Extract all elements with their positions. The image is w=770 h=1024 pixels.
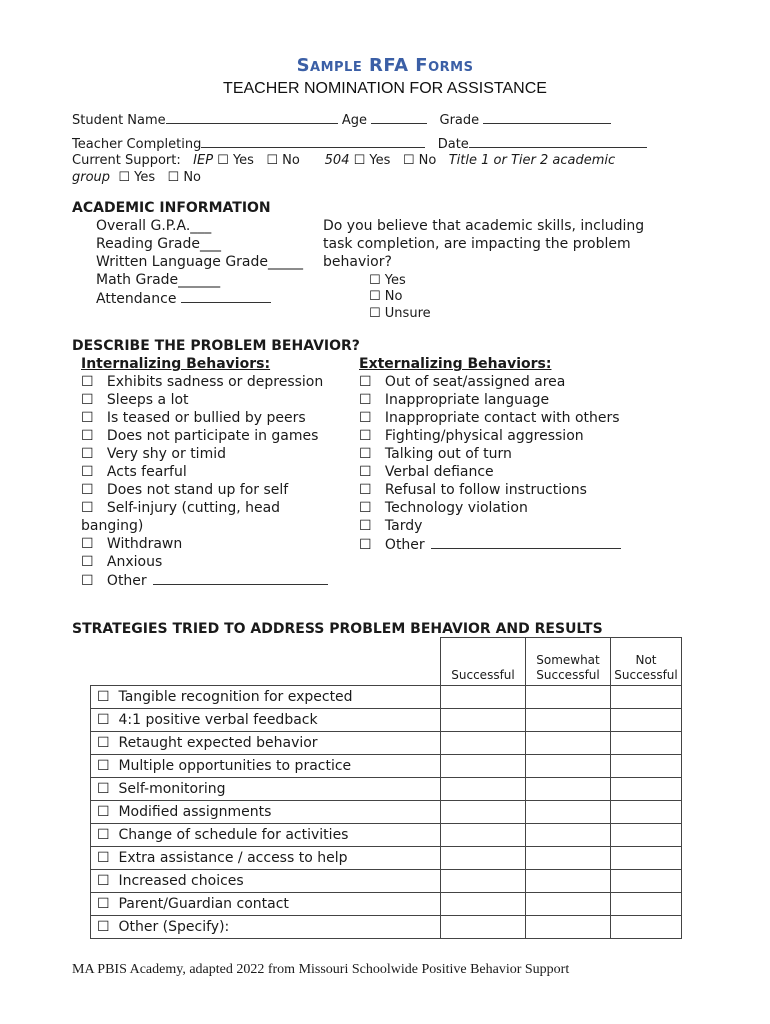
strategies-heading: STRATEGIES TRIED TO ADDRESS PROBLEM BEHAVIOR AND RESULTS (72, 621, 603, 637)
attendance-label: Attendance (96, 291, 177, 307)
somewhat-successful-cell[interactable] (526, 824, 611, 847)
col-successful: Successful (441, 638, 526, 686)
academic-question-line3: behavior? (323, 254, 392, 270)
checkbox[interactable]: ☐ (97, 873, 110, 889)
behavior-item[interactable] (81, 410, 306, 426)
iep-no-label: No (282, 153, 300, 168)
not-successful-cell[interactable] (611, 732, 682, 755)
not-successful-cell[interactable] (611, 686, 682, 709)
externalizing-heading: Externalizing Behaviors: (359, 356, 552, 372)
not-successful-cell[interactable] (611, 916, 682, 939)
behavior-item[interactable] (81, 554, 162, 570)
strategy-row (91, 824, 682, 847)
behavior-label: Very shy or timid (106, 446, 226, 462)
behavior-item[interactable] (81, 464, 187, 480)
behavior-label: Does not stand up for self (106, 482, 289, 498)
behavior-label: Other (106, 573, 147, 589)
strategy-label: Increased choices (118, 873, 244, 889)
checkbox[interactable]: ☐ (97, 804, 110, 820)
checkbox[interactable]: ☐ (81, 410, 94, 426)
grade-label: Grade (439, 113, 480, 128)
teacher-completing-label: Teacher Completing (72, 137, 202, 152)
behavior-item[interactable] (359, 392, 549, 408)
behavior-item[interactable] (359, 464, 494, 480)
behavior-label: Tardy (384, 518, 423, 534)
strategy-row (91, 801, 682, 824)
successful-cell[interactable] (441, 870, 526, 893)
teacher-row (72, 135, 647, 152)
behavior-label: Sleeps a lot (106, 392, 189, 408)
strategy-row (91, 755, 682, 778)
strategy-label-cell[interactable] (91, 686, 441, 709)
date-field[interactable] (469, 135, 647, 148)
option-label: Unsure (384, 306, 431, 321)
behavior-item[interactable] (81, 500, 280, 516)
date-label: Date (437, 137, 469, 152)
checkbox[interactable]: ☐ (359, 464, 372, 480)
page-subtitle: TEACHER NOMINATION FOR ASSISTANCE (223, 80, 547, 97)
behavior-label: Inappropriate language (384, 392, 550, 408)
math-grade-field[interactable]: Math Grade______ (96, 272, 221, 288)
strategy-label-cell[interactable] (91, 801, 441, 824)
behavior-item[interactable] (359, 482, 587, 498)
behavior-label: Self-injury (cutting, head (106, 500, 281, 516)
behavior-item[interactable] (81, 374, 323, 390)
somewhat-successful-cell[interactable] (526, 778, 611, 801)
other-field[interactable] (153, 572, 328, 585)
behavior-label: Inappropriate contact with others (384, 410, 620, 426)
checkbox[interactable]: ☐ (97, 827, 110, 843)
somewhat-successful-cell[interactable] (526, 686, 611, 709)
checkbox[interactable]: ☐ (97, 781, 110, 797)
not-successful-cell[interactable] (611, 893, 682, 916)
group-label: group (72, 170, 111, 185)
successful-cell[interactable] (441, 755, 526, 778)
iep-no-checkbox[interactable]: ☐ (266, 153, 279, 168)
behavior-item[interactable] (359, 518, 422, 534)
checkbox[interactable]: ☐ (97, 735, 110, 751)
behavior-label: Withdrawn (106, 536, 183, 552)
behavior-label: Acts fearful (106, 464, 187, 480)
strategy-label-cell[interactable] (91, 870, 441, 893)
not-successful-cell[interactable] (611, 778, 682, 801)
strategy-label: 4:1 positive verbal feedback (118, 712, 318, 728)
strategy-label: Tangible recognition for expected (118, 689, 353, 705)
strategy-row (91, 709, 682, 732)
somewhat-successful-cell[interactable] (526, 732, 611, 755)
behavior-label: Other (384, 537, 425, 553)
not-successful-cell[interactable] (611, 801, 682, 824)
checkbox[interactable]: ☐ (81, 446, 94, 462)
strategy-row (91, 686, 682, 709)
checkbox[interactable]: ☐ (359, 482, 372, 498)
behavior-heading: DESCRIBE THE PROBLEM BEHAVIOR? (72, 338, 360, 354)
checkbox[interactable]: ☐ (97, 850, 110, 866)
behavior-item[interactable] (359, 500, 528, 516)
col-not-line1: Not (635, 653, 657, 667)
academic-option-no[interactable] (369, 289, 402, 304)
col-somewhat-line2: Successful (536, 668, 600, 682)
student-info-row (72, 111, 611, 128)
successful-cell[interactable] (441, 686, 526, 709)
checkbox[interactable]: ☐ (97, 896, 110, 912)
successful-cell[interactable] (441, 893, 526, 916)
strategy-label: Modified assignments (118, 804, 272, 820)
not-successful-cell[interactable] (611, 824, 682, 847)
col-not-line2: Successful (614, 668, 678, 682)
strategy-row (91, 870, 682, 893)
strategy-label: Parent/Guardian contact (118, 896, 289, 912)
checkbox[interactable]: ☐ (81, 482, 94, 498)
successful-cell[interactable] (441, 824, 526, 847)
behavior-item[interactable] (81, 518, 143, 534)
checkbox[interactable]: ☐ (81, 500, 94, 516)
iep-label: IEP (193, 153, 214, 168)
checkbox[interactable]: ☐ (369, 306, 381, 321)
strategy-label-cell[interactable] (91, 755, 441, 778)
strategy-row (91, 778, 682, 801)
gpa-field[interactable]: Overall G.P.A.___ (96, 218, 212, 234)
iep-yes-checkbox[interactable]: ☐ (217, 153, 229, 168)
behavior-label: Fighting/physical aggression (384, 428, 584, 444)
col-somewhat-successful (526, 638, 611, 686)
group-yes-checkbox[interactable]: ☐ (118, 170, 130, 185)
successful-cell[interactable] (441, 778, 526, 801)
behavior-item[interactable] (359, 446, 512, 462)
behavior-label: Out of seat/assigned area (384, 374, 566, 390)
somewhat-successful-cell[interactable] (526, 709, 611, 732)
checkbox[interactable]: ☐ (81, 464, 94, 480)
age-label: Age (341, 113, 367, 128)
academic-question-line1: Do you believe that academic skills, including (323, 218, 645, 234)
checkbox[interactable]: ☐ (359, 428, 372, 444)
not-successful-cell[interactable] (611, 755, 682, 778)
option-label: Yes (384, 273, 406, 288)
teacher-completing-field[interactable] (201, 135, 425, 148)
somewhat-successful-cell[interactable] (526, 870, 611, 893)
504-yes-label: Yes (369, 153, 391, 168)
successful-cell[interactable] (441, 916, 526, 939)
academic-heading: ACADEMIC INFORMATION (72, 200, 271, 216)
strategy-label-cell[interactable] (91, 916, 441, 939)
attendance-row (96, 290, 271, 307)
attendance-field[interactable] (181, 290, 271, 303)
grade-field[interactable] (483, 111, 611, 124)
title1-label: Title 1 or Tier 2 academic (448, 153, 616, 168)
successful-cell[interactable] (441, 732, 526, 755)
checkbox[interactable]: ☐ (359, 374, 372, 390)
checkbox[interactable]: ☐ (359, 500, 372, 516)
strategy-row (91, 847, 682, 870)
behavior-item[interactable] (81, 482, 288, 498)
footer-credit: MA PBIS Academy, adapted 2022 from Missouri Schoolwide Positive Behavior Support (72, 962, 570, 977)
col-somewhat-line1: Somewhat (536, 653, 600, 667)
behavior-label: Does not participate in games (106, 428, 319, 444)
behavior-item[interactable] (359, 374, 565, 390)
group-no-checkbox[interactable]: ☐ (167, 170, 180, 185)
checkbox[interactable]: ☐ (81, 428, 94, 444)
strategy-label: Other (Specify): (118, 919, 230, 935)
behavior-label: Verbal defiance (384, 464, 494, 480)
strategy-label: Change of schedule for activities (118, 827, 349, 843)
strategy-label: Extra assistance / access to help (118, 850, 348, 866)
strategy-row (91, 732, 682, 755)
other-field[interactable] (431, 536, 621, 549)
not-successful-cell[interactable] (611, 709, 682, 732)
student-name-field[interactable] (166, 111, 338, 124)
behavior-label: Anxious (106, 554, 163, 570)
checkbox[interactable]: ☐ (359, 518, 372, 534)
group-yes-label: Yes (134, 170, 156, 185)
behavior-item[interactable] (81, 536, 182, 552)
checkbox[interactable]: ☐ (369, 273, 381, 288)
academic-question-line2: task completion, are impacting the problem (323, 236, 631, 252)
strategy-label-cell[interactable] (91, 778, 441, 801)
strategy-label: Self-monitoring (118, 781, 226, 797)
group-row (72, 170, 201, 185)
behavior-item[interactable] (81, 392, 189, 408)
internalizing-heading: Internalizing Behaviors: (81, 356, 271, 372)
somewhat-successful-cell[interactable] (526, 847, 611, 870)
checkbox[interactable]: ☐ (81, 374, 94, 390)
successful-cell[interactable] (441, 801, 526, 824)
504-label: 504 (324, 153, 350, 168)
504-yes-checkbox[interactable]: ☐ (353, 153, 366, 168)
behavior-label: Refusal to follow instructions (384, 482, 587, 498)
strategy-label-cell[interactable] (91, 824, 441, 847)
checkbox[interactable]: ☐ (359, 410, 372, 426)
strategy-row (91, 893, 682, 916)
reading-grade-field[interactable]: Reading Grade___ (96, 236, 221, 252)
iep-yes-label: Yes (232, 153, 254, 168)
strategy-label-cell[interactable] (91, 847, 441, 870)
checkbox[interactable]: ☐ (359, 537, 372, 553)
academic-option-unsure[interactable] (369, 306, 431, 321)
checkbox[interactable]: ☐ (97, 758, 110, 774)
behavior-label: Talking out of turn (384, 446, 512, 462)
somewhat-successful-cell[interactable] (526, 755, 611, 778)
not-successful-cell[interactable] (611, 847, 682, 870)
behavior-label: Exhibits sadness or depression (106, 374, 324, 390)
academic-option-yes[interactable] (369, 273, 406, 288)
current-support-label: Current Support: (72, 153, 181, 168)
strategy-label-cell[interactable] (91, 893, 441, 916)
strategy-label-cell[interactable] (91, 709, 441, 732)
col-not-successful (611, 638, 682, 686)
behavior-label: banging) (81, 518, 144, 534)
504-no-checkbox[interactable]: ☐ (402, 153, 415, 168)
behavior-item[interactable] (81, 572, 328, 589)
current-support-row (72, 153, 615, 168)
somewhat-successful-cell[interactable] (526, 893, 611, 916)
behavior-label: Technology violation (384, 500, 528, 516)
checkbox[interactable]: ☐ (97, 712, 110, 728)
behavior-item[interactable] (359, 410, 620, 426)
strategies-header-row (91, 638, 682, 686)
checkbox[interactable]: ☐ (369, 289, 381, 304)
checkbox[interactable]: ☐ (97, 919, 110, 935)
checkbox[interactable]: ☐ (81, 573, 94, 589)
checkbox[interactable]: ☐ (81, 392, 94, 408)
checkbox[interactable]: ☐ (81, 554, 94, 570)
written-language-field[interactable]: Written Language Grade_____ (96, 254, 303, 270)
option-label: No (384, 289, 403, 304)
student-name-label: Student Name (72, 113, 166, 128)
somewhat-successful-cell[interactable] (526, 801, 611, 824)
strategy-label: Retaught expected behavior (118, 735, 318, 751)
page-title: Sample RFA Forms (296, 55, 474, 76)
checkbox[interactable]: ☐ (359, 446, 372, 462)
age-field[interactable] (371, 111, 427, 124)
strategy-row (91, 916, 682, 939)
checkbox[interactable]: ☐ (81, 536, 94, 552)
somewhat-successful-cell[interactable] (526, 916, 611, 939)
strategy-label: Multiple opportunities to practice (118, 758, 352, 774)
504-no-label: No (418, 153, 437, 168)
checkbox[interactable]: ☐ (97, 689, 110, 705)
strategies-table (90, 637, 682, 939)
successful-cell[interactable] (441, 847, 526, 870)
behavior-label: Is teased or bullied by peers (106, 410, 306, 426)
successful-cell[interactable] (441, 709, 526, 732)
behavior-item[interactable] (359, 428, 584, 444)
checkbox[interactable]: ☐ (359, 392, 372, 408)
behavior-item[interactable] (359, 536, 621, 553)
strategy-label-cell[interactable] (91, 732, 441, 755)
group-no-label: No (183, 170, 201, 185)
not-successful-cell[interactable] (611, 870, 682, 893)
header-empty-cell (91, 638, 441, 686)
behavior-item[interactable] (81, 428, 318, 444)
behavior-item[interactable] (81, 446, 226, 462)
